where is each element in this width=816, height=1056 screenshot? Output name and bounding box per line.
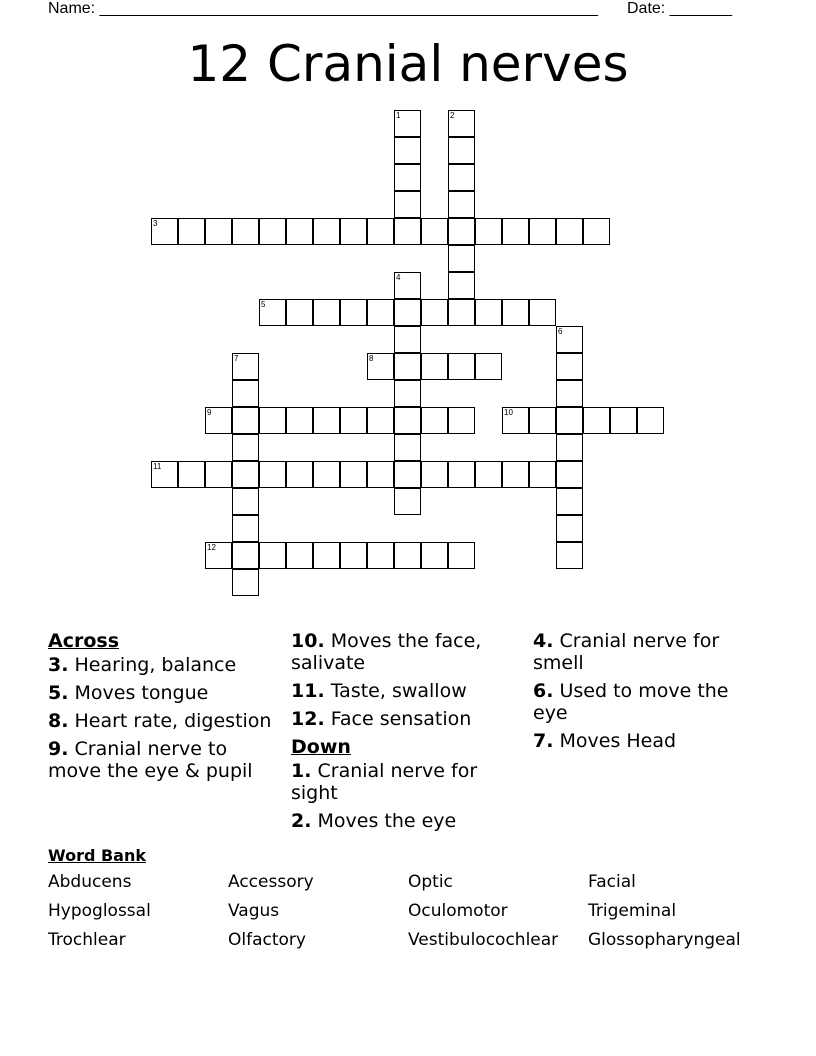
- crossword-cell[interactable]: [232, 569, 259, 596]
- crossword-cell[interactable]: [448, 110, 475, 137]
- clue-number: 11: [153, 462, 162, 471]
- crossword-cell[interactable]: [475, 461, 502, 488]
- crossword-cell[interactable]: [151, 461, 178, 488]
- crossword-cell[interactable]: [556, 542, 583, 569]
- word-bank-item: Vestibulocochlear: [408, 930, 559, 950]
- clue-down-2: 2. Moves the eye: [291, 810, 457, 832]
- crossword-cell[interactable]: [367, 299, 394, 326]
- clue-number: 5: [261, 300, 266, 309]
- crossword-cell[interactable]: [556, 407, 583, 434]
- crossword-cell[interactable]: [394, 272, 421, 299]
- clue-number: 3: [153, 219, 158, 228]
- crossword-cell[interactable]: [205, 407, 232, 434]
- crossword-cell[interactable]: [556, 461, 583, 488]
- crossword-cell[interactable]: [232, 515, 259, 542]
- crossword-cell[interactable]: [556, 515, 583, 542]
- crossword-cell[interactable]: [232, 353, 259, 380]
- crossword-cell[interactable]: [367, 461, 394, 488]
- crossword-cell[interactable]: [502, 299, 529, 326]
- crossword-cell[interactable]: [421, 353, 448, 380]
- crossword-cell[interactable]: [367, 542, 394, 569]
- crossword-cell[interactable]: [232, 407, 259, 434]
- clue-down-6: 6. Used to move the eye: [533, 680, 729, 724]
- crossword-cell[interactable]: [232, 218, 259, 245]
- crossword-cell[interactable]: [286, 218, 313, 245]
- crossword-cell[interactable]: [313, 461, 340, 488]
- clue-across-10: 10. Moves the face, salivate: [291, 630, 482, 674]
- crossword-cell[interactable]: [313, 218, 340, 245]
- clue-across-8: 8. Heart rate, digestion: [48, 710, 272, 732]
- clue-number: 9: [207, 408, 212, 417]
- crossword-cell[interactable]: [286, 299, 313, 326]
- clue-down-4: 4. Cranial nerve for smell: [533, 630, 720, 674]
- crossword-cell[interactable]: [367, 407, 394, 434]
- crossword-cell[interactable]: [259, 542, 286, 569]
- crossword-cell[interactable]: [502, 407, 529, 434]
- crossword-cell[interactable]: [556, 218, 583, 245]
- crossword-cell[interactable]: [556, 353, 583, 380]
- word-bank-item: Olfactory: [228, 930, 306, 950]
- crossword-cell[interactable]: [556, 380, 583, 407]
- crossword-cell[interactable]: [421, 218, 448, 245]
- word-bank-item: Vagus: [228, 901, 280, 921]
- crossword-cell[interactable]: [448, 353, 475, 380]
- clues-column-3: [533, 630, 768, 758]
- crossword-cell[interactable]: [421, 461, 448, 488]
- crossword-cell[interactable]: [232, 434, 259, 461]
- crossword-cell[interactable]: [448, 245, 475, 272]
- crossword-cell[interactable]: [259, 407, 286, 434]
- crossword-cell[interactable]: [394, 461, 421, 488]
- crossword-cell[interactable]: [286, 542, 313, 569]
- crossword-cell[interactable]: [178, 461, 205, 488]
- down-heading: Down: [291, 736, 351, 758]
- crossword-cell[interactable]: [475, 353, 502, 380]
- crossword-cell[interactable]: [394, 110, 421, 137]
- crossword-cell[interactable]: [394, 353, 421, 380]
- crossword-cell[interactable]: [205, 461, 232, 488]
- clue-number: 10: [504, 408, 513, 417]
- crossword-cell[interactable]: [421, 299, 448, 326]
- crossword-cell[interactable]: [448, 407, 475, 434]
- crossword-cell[interactable]: [448, 461, 475, 488]
- crossword-cell[interactable]: [394, 407, 421, 434]
- crossword-cell[interactable]: [583, 218, 610, 245]
- crossword-cell[interactable]: [394, 380, 421, 407]
- crossword-cell[interactable]: [151, 218, 178, 245]
- crossword-cell[interactable]: [367, 353, 394, 380]
- crossword-cell[interactable]: [232, 380, 259, 407]
- crossword-cell[interactable]: [340, 218, 367, 245]
- word-bank-item: Optic: [408, 872, 453, 892]
- crossword-cell[interactable]: [286, 407, 313, 434]
- crossword-cell[interactable]: [583, 407, 610, 434]
- crossword-cell[interactable]: [556, 488, 583, 515]
- crossword-cell[interactable]: [313, 407, 340, 434]
- crossword-cell[interactable]: [259, 299, 286, 326]
- clue-number: 12: [207, 543, 216, 552]
- crossword-cell[interactable]: [529, 461, 556, 488]
- clue-across-3: 3. Hearing, balance: [48, 654, 237, 676]
- crossword-cell[interactable]: [205, 218, 232, 245]
- clue-across-12: 12. Face sensation: [291, 708, 472, 730]
- crossword-cell[interactable]: [340, 299, 367, 326]
- word-bank-title: Word Bank: [48, 846, 147, 865]
- crossword-cell[interactable]: [340, 461, 367, 488]
- crossword-cell[interactable]: [502, 461, 529, 488]
- date-field[interactable]: Date: _______: [627, 0, 732, 17]
- crossword-cell[interactable]: [394, 434, 421, 461]
- crossword-cell[interactable]: [421, 407, 448, 434]
- crossword-cell[interactable]: [340, 542, 367, 569]
- clue-number: 6: [558, 327, 563, 336]
- crossword-cell[interactable]: [394, 542, 421, 569]
- crossword-cell[interactable]: [502, 218, 529, 245]
- across-heading: Across: [48, 630, 120, 652]
- crossword-cell[interactable]: [259, 461, 286, 488]
- word-bank-item: Hypoglossal: [48, 901, 151, 921]
- crossword-cell[interactable]: [556, 434, 583, 461]
- crossword-cell[interactable]: [448, 164, 475, 191]
- crossword-cell[interactable]: [394, 299, 421, 326]
- word-bank-item: Trochlear: [48, 930, 126, 950]
- crossword-cell[interactable]: [313, 299, 340, 326]
- crossword-cell[interactable]: [637, 407, 664, 434]
- crossword-cell[interactable]: [394, 326, 421, 353]
- crossword-cell[interactable]: [448, 218, 475, 245]
- crossword-cell[interactable]: [394, 137, 421, 164]
- page-title: 12 Cranial nerves: [187, 35, 629, 93]
- crossword-cell[interactable]: [232, 461, 259, 488]
- crossword-cell[interactable]: [367, 218, 394, 245]
- name-field[interactable]: Name: ________________________________________________________: [48, 0, 598, 17]
- crossword-cell[interactable]: [556, 326, 583, 353]
- clue-down-1: 1. Cranial nerve for sight: [291, 760, 478, 804]
- word-bank-item: Facial: [588, 872, 636, 892]
- clues-column-2: [291, 630, 526, 838]
- crossword-cell[interactable]: [448, 191, 475, 218]
- clue-across-9: 9. Cranial nerve to move the eye & pupil: [48, 738, 253, 782]
- crossword-cell[interactable]: [421, 542, 448, 569]
- clue-number: 1: [396, 111, 401, 120]
- crossword-cell[interactable]: [178, 218, 205, 245]
- word-bank-item: Oculomotor: [408, 901, 508, 921]
- crossword-cell[interactable]: [529, 218, 556, 245]
- clue-number: 2: [450, 111, 455, 120]
- clues-column-1: [48, 630, 283, 788]
- word-bank-item: Abducens: [48, 872, 132, 892]
- word-bank-item: Accessory: [228, 872, 314, 892]
- clue-number: 4: [396, 273, 401, 282]
- crossword-cell[interactable]: [394, 218, 421, 245]
- crossword-cell[interactable]: [259, 218, 286, 245]
- clue-number: 7: [234, 354, 239, 363]
- word-bank-item: Trigeminal: [588, 901, 677, 921]
- crossword-cell[interactable]: [205, 542, 232, 569]
- crossword-cell[interactable]: [475, 299, 502, 326]
- crossword-cell[interactable]: [475, 218, 502, 245]
- crossword-cell[interactable]: [448, 299, 475, 326]
- crossword-cell[interactable]: [340, 407, 367, 434]
- crossword-cell[interactable]: [313, 542, 340, 569]
- word-bank-item: Glossopharyngeal: [588, 930, 741, 950]
- clue-across-5: 5. Moves tongue: [48, 682, 209, 704]
- crossword-cell[interactable]: [286, 461, 313, 488]
- crossword-cell[interactable]: [448, 137, 475, 164]
- clue-across-11: 11. Taste, swallow: [291, 680, 467, 702]
- crossword-cell[interactable]: [448, 542, 475, 569]
- crossword-cell[interactable]: [394, 488, 421, 515]
- crossword-cell[interactable]: [232, 542, 259, 569]
- clue-down-7: 7. Moves Head: [533, 730, 677, 752]
- crossword-cell[interactable]: [448, 272, 475, 299]
- crossword-cell[interactable]: [232, 488, 259, 515]
- crossword-cell[interactable]: [394, 191, 421, 218]
- clue-number: 8: [369, 354, 374, 363]
- crossword-cell[interactable]: [529, 299, 556, 326]
- crossword-cell[interactable]: [610, 407, 637, 434]
- crossword-cell[interactable]: [529, 407, 556, 434]
- crossword-cell[interactable]: [394, 164, 421, 191]
